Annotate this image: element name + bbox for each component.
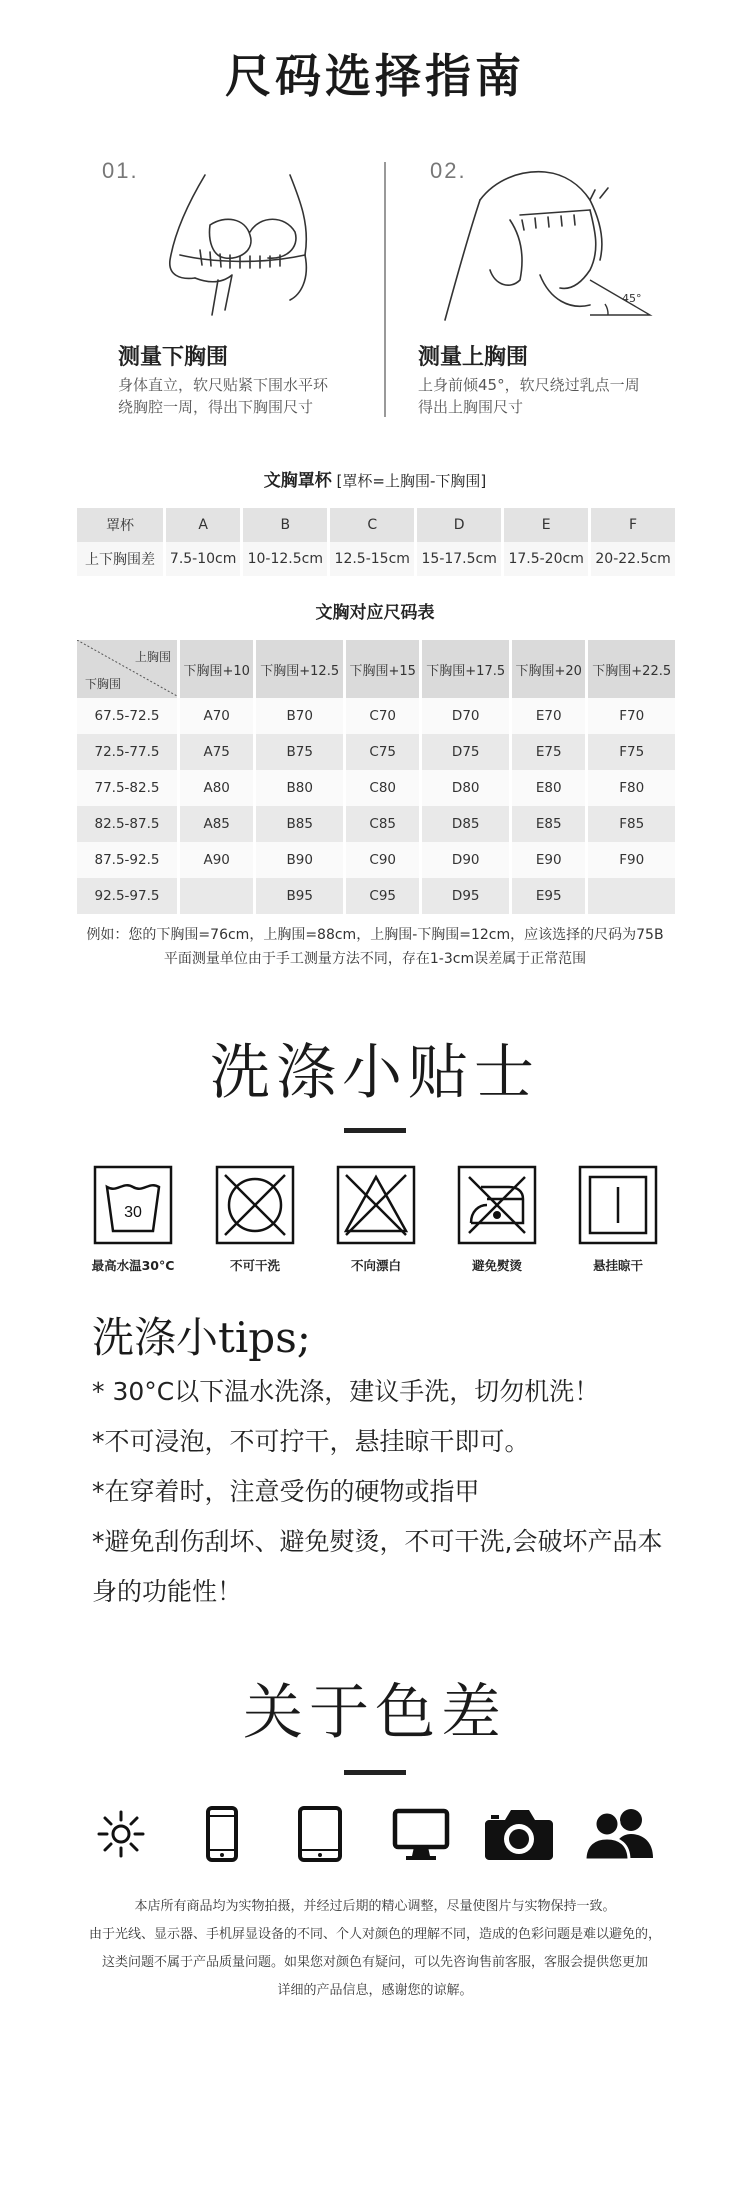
step1-desc-line1: 身体直立，软尺贴紧下围水平环 — [118, 376, 329, 394]
cup-header-cell: C — [329, 508, 416, 542]
size-table-header — [77, 640, 675, 698]
size-cell: F75 — [587, 734, 675, 770]
size-error-note: 平面测量单位由于手工测量方法不同，存在1-3cm误差属于正常范围 — [163, 951, 587, 967]
size-table-row — [77, 770, 675, 806]
size-cell: F80 — [587, 770, 675, 806]
wash-label-hang-dry: 悬挂晾干 — [592, 1258, 643, 1273]
size-cell: C75 — [345, 734, 421, 770]
size-cell: E70 — [511, 698, 587, 734]
wash-label-no-iron: 避免熨烫 — [471, 1258, 522, 1273]
cup-cell: 12.5-15cm — [329, 542, 416, 576]
size-cell: 82.5-87.5 — [77, 806, 179, 842]
cup-cell: 上下胸围差 — [77, 542, 165, 576]
cup-cell: 17.5-20cm — [503, 542, 590, 576]
size-cell: E85 — [511, 806, 587, 842]
size-cell: E75 — [511, 734, 587, 770]
size-cell: B75 — [255, 734, 345, 770]
step1-title: 测量下胸围 — [118, 345, 229, 370]
tablet-icon — [297, 1806, 343, 1862]
size-cell: C95 — [345, 878, 421, 914]
size-cell: C80 — [345, 770, 421, 806]
size-cell: 92.5-97.5 — [77, 878, 179, 914]
size-cell: 72.5-77.5 — [77, 734, 179, 770]
size-header-cell: 下胸围+10 — [179, 640, 255, 698]
size-cell: F70 — [587, 698, 675, 734]
cup-header-cell: 罩杯 — [77, 508, 165, 542]
size-cell — [587, 878, 675, 914]
size-table-row — [77, 698, 675, 734]
size-cell: D75 — [421, 734, 511, 770]
size-table-row — [77, 806, 675, 842]
people-icon — [583, 1806, 655, 1862]
size-header-cell: 下胸围+15 — [345, 640, 421, 698]
color-note-line: 详细的产品信息，感谢您的谅解。 — [277, 1983, 473, 1998]
size-header-cell: 下胸围+12.5 — [255, 640, 345, 698]
corner-top-label: 上胸围 — [134, 650, 171, 664]
angle-label: 45° — [622, 292, 642, 305]
size-cell: B90 — [255, 842, 345, 878]
cup-cell: 20-22.5cm — [590, 542, 675, 576]
cup-table-row — [77, 542, 675, 576]
size-cell: A85 — [179, 806, 255, 842]
cup-table-title-sub: [罩杯=上胸围-下胸围] — [331, 472, 487, 490]
size-example-note: 例如：您的下胸围=76cm，上胸围=88cm，上胸围-下胸围=12cm，应该选择的尺码为75B — [86, 927, 664, 943]
size-cell: B85 — [255, 806, 345, 842]
size-cell: C70 — [345, 698, 421, 734]
size-cell: E95 — [511, 878, 587, 914]
size-cell — [179, 878, 255, 914]
size-cell: A90 — [179, 842, 255, 878]
tip-line: 身的功能性！ — [92, 1577, 243, 1606]
cup-cell: 10-12.5cm — [242, 542, 329, 576]
size-table-row — [77, 842, 675, 878]
tip-line: *避免刮伤刮坏、避免熨烫，不可干洗,会破坏产品本 — [92, 1527, 663, 1556]
size-cell: B70 — [255, 698, 345, 734]
size-table-row — [77, 878, 675, 914]
step2-desc-line1: 上身前倾45°，软尺绕过乳点一周 — [418, 376, 640, 394]
sun-icon — [95, 1808, 147, 1860]
no-iron-icon — [457, 1165, 537, 1245]
size-cell: 77.5-82.5 — [77, 770, 179, 806]
step2-title: 测量上胸围 — [418, 345, 529, 370]
size-cell: E80 — [511, 770, 587, 806]
size-cell: D95 — [421, 878, 511, 914]
cup-table-title — [0, 466, 750, 491]
size-cell: A70 — [179, 698, 255, 734]
size-table — [77, 640, 675, 914]
color-section-title: 关于色差 — [243, 1678, 507, 1748]
color-title-underline — [344, 1770, 406, 1775]
cup-cell: 15-17.5cm — [416, 542, 503, 576]
measure-underbust-illustration — [150, 170, 335, 320]
size-cell: B80 — [255, 770, 345, 806]
step1-number: 01. — [102, 158, 139, 183]
step2-number: 02. — [430, 158, 467, 183]
size-cell: E90 — [511, 842, 587, 878]
size-cell: A75 — [179, 734, 255, 770]
size-cell: D80 — [421, 770, 511, 806]
size-cell: B95 — [255, 878, 345, 914]
color-note-line: 这类问题不属于产品质量问题。如果您对颜色有疑问，可以先咨询售前客服，客服会提供您更加 — [101, 1955, 648, 1970]
cup-table-title-main: 文胸罩杯 — [263, 471, 332, 491]
cup-header-cell: E — [503, 508, 590, 542]
tip-line: *在穿着时，注意受伤的硬物或指甲 — [92, 1477, 480, 1506]
color-note-line: 本店所有商品均为实物拍摄，并经过后期的精心调整，尽量使图片与实物保持一致。 — [134, 1899, 616, 1914]
cup-header-cell: A — [165, 508, 242, 542]
size-cell: 67.5-72.5 — [77, 698, 179, 734]
wash-temp-text: 30 — [124, 1204, 142, 1221]
size-table-row — [77, 734, 675, 770]
size-cell: D85 — [421, 806, 511, 842]
cup-table — [77, 508, 675, 576]
cup-table-header — [77, 508, 675, 542]
size-cell: F85 — [587, 806, 675, 842]
steps-divider — [384, 162, 386, 417]
page-title: 尺码选择指南 — [225, 49, 525, 103]
size-table-title: 文胸对应尺码表 — [315, 603, 435, 623]
cup-header-cell: B — [242, 508, 329, 542]
corner-bottom-label: 下胸围 — [85, 677, 122, 691]
size-cell: 87.5-92.5 — [77, 842, 179, 878]
size-cell: F90 — [587, 842, 675, 878]
camera-icon — [483, 1806, 555, 1862]
tip-line: *不可浸泡，不可拧干，悬挂晾干即可。 — [92, 1427, 530, 1456]
size-cell: C85 — [345, 806, 421, 842]
wash-30-icon — [93, 1165, 173, 1245]
cup-cell: 7.5-10cm — [165, 542, 242, 576]
tip-line: * 30°C以下温水洗涤，建议手洗，切勿机洗！ — [92, 1377, 600, 1406]
size-cell: A80 — [179, 770, 255, 806]
step2-desc-line2: 得出上胸围尺寸 — [418, 398, 524, 416]
step1-desc-line2: 绕胸腔一周，得出下胸围尺寸 — [118, 398, 314, 416]
color-note-line: 由于光线、显示器、手机屏显设备的不同、个人对颜色的理解不同，造成的色彩问题是难以避免的， — [88, 1927, 661, 1942]
no-bleach-icon — [336, 1165, 416, 1245]
monitor-icon — [392, 1808, 450, 1862]
size-cell: C90 — [345, 842, 421, 878]
size-cell: D90 — [421, 842, 511, 878]
wash-section-title: 洗涤小贴士 — [210, 1038, 540, 1108]
cup-header-cell: D — [416, 508, 503, 542]
size-cell: D70 — [421, 698, 511, 734]
no-dry-clean-icon — [215, 1165, 295, 1245]
size-header-cell: 下胸围+17.5 — [421, 640, 511, 698]
phone-icon — [205, 1806, 239, 1862]
wash-label-no-bleach: 不向漂白 — [350, 1258, 401, 1273]
tips-heading: 洗涤小tips; — [92, 1313, 311, 1362]
wash-label-30: 最高水温30°C — [91, 1258, 175, 1273]
wash-label-no-dry-clean: 不可干洗 — [229, 1258, 280, 1273]
size-corner-cell — [77, 640, 179, 698]
hang-dry-icon — [578, 1165, 658, 1245]
size-header-cell: 下胸围+22.5 — [587, 640, 675, 698]
size-header-cell: 下胸围+20 — [511, 640, 587, 698]
wash-title-underline — [344, 1128, 406, 1133]
cup-header-cell: F — [590, 508, 675, 542]
